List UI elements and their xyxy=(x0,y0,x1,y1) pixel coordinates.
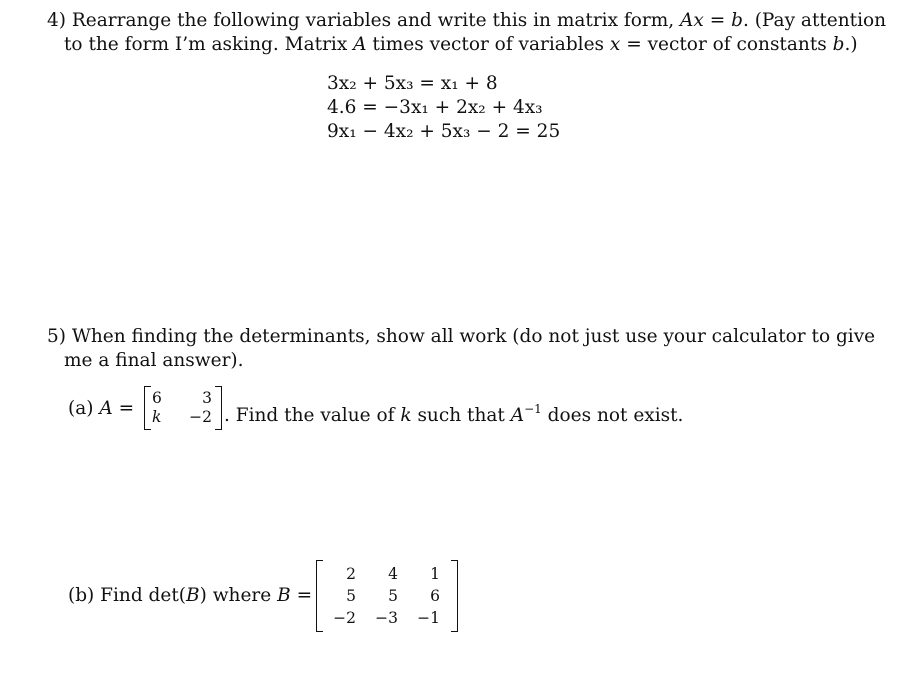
matrix-b xyxy=(316,560,458,632)
part-a-text xyxy=(224,397,683,428)
matrix-a-cell: k xyxy=(152,408,162,426)
matrix-a-right-bracket xyxy=(215,386,222,430)
matrix-b-left-bracket xyxy=(316,560,323,632)
problem-5-line-1: 5) When finding the determinants, show all work (do not just use your calculator to give xyxy=(47,326,876,347)
part-b-text-1: (b) Find det( xyxy=(68,585,186,606)
matrix-b-cell: 5 xyxy=(388,587,398,605)
part-a-text-3: does not exist. xyxy=(541,405,684,426)
matrix-a-left-bracket xyxy=(144,386,151,430)
problem-4-line-2 xyxy=(64,33,858,57)
problem-4-line-1 xyxy=(47,9,886,33)
part-b-text-2: ) where xyxy=(199,585,278,606)
part-a-equals: = xyxy=(112,398,135,419)
matrix-a xyxy=(144,386,222,430)
problem-5-line-2: me a final answer). xyxy=(64,350,244,371)
matrix-a-cell: 6 xyxy=(152,389,162,407)
matrix-b-cell: −3 xyxy=(375,609,398,627)
matrix-b-cell: −2 xyxy=(333,609,356,627)
problem-4-line-2-text: to the form I’m asking. Matrix xyxy=(64,34,354,55)
matrix-b-cell: −1 xyxy=(417,609,440,627)
problem-4-text-tail: . (Pay attention xyxy=(742,10,887,31)
matrix-b-right-bracket xyxy=(451,560,458,632)
problem-4-text: 4) Rearrange the following variables and write this in matrix form, xyxy=(47,10,681,31)
matrix-b-cell: 4 xyxy=(388,565,398,583)
math-B-2: B xyxy=(277,585,291,606)
part-a-label xyxy=(68,397,134,421)
matrix-a-cell: −2 xyxy=(189,408,212,426)
superscript-minus-one: −1 xyxy=(524,402,542,416)
part-b-equals: = xyxy=(290,585,313,606)
part-a-text-2: such that xyxy=(411,405,511,426)
problem-4-line-2-end: .) xyxy=(844,34,858,55)
part-a-number: (a) xyxy=(68,398,100,419)
part-b-label xyxy=(68,584,312,608)
math-b2: b xyxy=(832,34,845,55)
matrix-a-cell: 3 xyxy=(202,389,212,407)
matrix-b-cell: 2 xyxy=(346,565,356,583)
matrix-b-cell: 6 xyxy=(430,587,440,605)
equals-sign: = xyxy=(703,10,732,31)
math-x: x xyxy=(609,34,621,55)
equation-2: 4.6 = −3x₁ + 2x₂ + 4x₃ xyxy=(327,97,543,118)
math-b: b xyxy=(731,10,743,31)
equation-1: 3x₂ + 5x₃ = x₁ + 8 xyxy=(327,73,498,94)
math-ax: Ax xyxy=(680,10,704,31)
matrix-b-cell: 5 xyxy=(346,587,356,605)
part-a-text-1: . Find the value of xyxy=(224,405,401,426)
math-A: A xyxy=(353,34,367,55)
matrix-b-cell: 1 xyxy=(430,565,440,583)
equation-3: 9x₁ − 4x₂ + 5x₃ − 2 = 25 xyxy=(327,121,561,142)
math-A-part-a: A xyxy=(99,398,113,419)
math-A-inverse: A xyxy=(510,405,525,426)
math-k: k xyxy=(400,405,412,426)
problem-4-line-2-mid: times vector of variables xyxy=(366,34,610,55)
problem-4-line-2-mid2: = vector of constants xyxy=(620,34,833,55)
math-B: B xyxy=(186,585,200,606)
